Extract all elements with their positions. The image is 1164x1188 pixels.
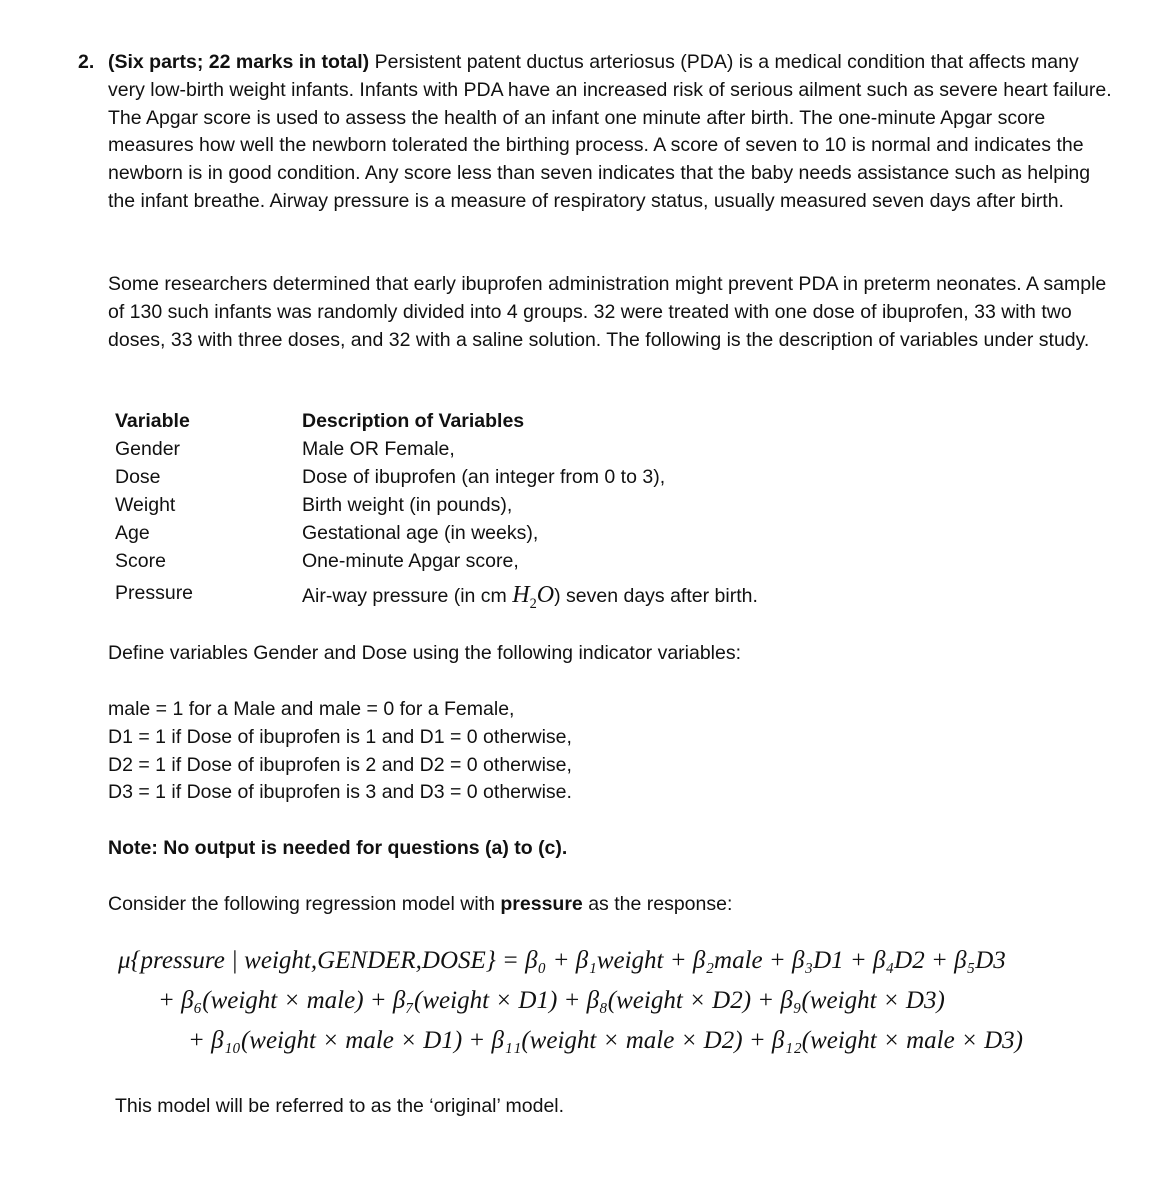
variable-description: Gestational age (in weeks), xyxy=(302,522,539,544)
table-header-row xyxy=(108,410,828,438)
table-row xyxy=(108,438,828,466)
variable-name: Gender xyxy=(115,438,181,460)
indicator-line: male = 1 for a Male and male = 0 for a Female, xyxy=(108,698,515,720)
table-row xyxy=(108,522,828,550)
study-paragraph: Some researchers determined that early ibuprofen administration might prevent PDA in preterm neonates. A sample of 130 such infants was randomly divided into 4 groups. 32 were treated with one dose of ibuprofen, 33 with two doses, 33 with three doses, and 32 with a saline solution. The following is the description of variables under study. xyxy=(108,273,1107,351)
table-row xyxy=(108,466,828,494)
variable-description: Dose of ibuprofen (an integer from 0 to 3), xyxy=(302,466,666,488)
table-row xyxy=(108,550,828,578)
indicator-line: D3 = 1 if Dose of ibuprofen is 3 and D3 = 0 otherwise. xyxy=(108,781,572,804)
variable-name: Weight xyxy=(115,494,176,516)
response-variable: pressure xyxy=(500,893,583,915)
variable-name: Dose xyxy=(115,466,161,488)
equation-line-1: μ{pressure | weight,GENDER,DOSE} = β₀ + β₁weight + β₂male + β₃D1 + β₄D2 + β₅D3 xyxy=(118,947,1006,974)
note: Note: No output is needed for questions (a) to (c). xyxy=(108,837,568,859)
indicator-intro: Define variables Gender and Dose using the following indicator variables: xyxy=(108,642,742,664)
variable-name: Age xyxy=(115,522,150,544)
variable-name: Pressure xyxy=(115,582,194,604)
question-number: 2. xyxy=(78,51,95,73)
equation-line-2: + β₆(weight × male) + β₇(weight × D1) + β₈(weight × D2) + β₉(weight × D3) xyxy=(158,987,945,1014)
table-row xyxy=(108,494,828,522)
equation-line-3: + β₁₀(weight × male × D1) + β₁₁(weight × male × D2) + β₁₂(weight × male × D3) xyxy=(188,1027,1023,1054)
variable-name: Score xyxy=(115,550,166,572)
indicator-line: D1 = 1 if Dose of ibuprofen is 1 and D1 = 0 otherwise, xyxy=(108,725,572,748)
closing-text: This model will be referred to as the ‘original’ model. xyxy=(115,1095,565,1117)
table-row xyxy=(108,582,828,610)
header-description: Description of Variables xyxy=(302,410,525,432)
intro-text: Persistent patent ductus arteriosus (PDA) is a medical condition that affects many very low-birth weight infants. Infants with PDA have an increased risk of serious ailment such as severe heart failure. The Apgar score is used to assess the health of an infant one minute after birth. The one-minute Apgar score measures how well the newborn tolerated the birthing process. A score of seven to 10 is normal and indicates the newborn is in good condition. Any score less than seven indicates that the baby needs assistance such as helping the infant breathe. Airway pressure is a measure of respiratory status, usually measured seven days after birth. xyxy=(108,51,1112,212)
variable-description: One-minute Apgar score, xyxy=(302,550,519,572)
intro-paragraph xyxy=(108,49,1118,216)
regression-intro: Consider the following regression model with pressure as the response: xyxy=(108,893,733,915)
variable-description: Birth weight (in pounds), xyxy=(302,494,513,516)
header-variable: Variable xyxy=(115,410,190,432)
variable-description: Air-way pressure (in cm $H_2O$) seven days after birth. xyxy=(302,582,758,612)
question-heading: (Six parts; 22 marks in total) xyxy=(108,51,370,73)
variable-description: Male OR Female, xyxy=(302,438,455,460)
indicator-list xyxy=(108,696,1118,807)
indicator-line: D2 = 1 if Dose of ibuprofen is 2 and D2 = 0 otherwise, xyxy=(108,753,572,776)
